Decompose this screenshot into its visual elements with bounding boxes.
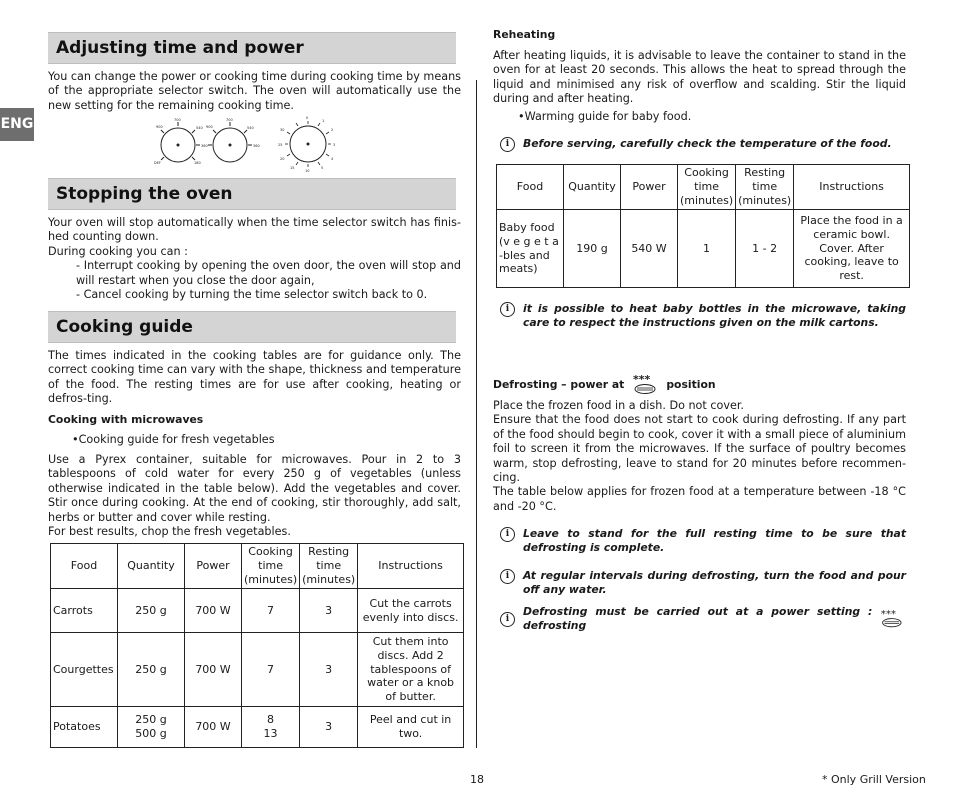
stopping-bullet1: - Interrupt cooking by opening the oven door, the oven will stop and will restart when you close the door again,	[76, 259, 461, 287]
table-cell: 700 W	[185, 633, 242, 707]
table-cell: Peel and cut in two.	[358, 707, 464, 748]
table-cell: Courgettes	[51, 633, 118, 707]
note-text: it is possible to heat baby bottles in the microwave, taking care to respect the instructions given on the milk cartons.	[523, 302, 906, 330]
section-heading-stopping: Stopping the oven	[48, 178, 456, 210]
info-icon: i	[500, 612, 515, 627]
svg-text:540: 540	[196, 126, 203, 130]
note-turn-food	[500, 569, 906, 598]
svg-text:***: ***	[881, 609, 897, 621]
stopping-block	[48, 216, 461, 302]
table-header-row	[51, 544, 464, 589]
svg-text:0: 0	[306, 116, 309, 120]
defrosting-heading	[493, 374, 716, 396]
fresh-vegetables-bullet: •Cooking guide for fresh vegetables	[72, 432, 275, 446]
svg-text:700: 700	[174, 118, 181, 122]
table-cell: Cut them into discs. Add 2 tablespoons of water or a knob of butter.	[358, 633, 464, 707]
table-cell: 250 g	[118, 589, 185, 633]
table-cell: 8 13	[242, 707, 300, 748]
stopping-line2: During cooking you can :	[48, 244, 188, 258]
info-icon: i	[500, 527, 515, 542]
warming-baby-food-bullet: •Warming guide for baby food.	[518, 110, 692, 123]
note-defrost-power	[500, 605, 906, 634]
defrosting-heading-label: Defrosting – power at	[493, 378, 625, 391]
note-check-temperature	[500, 137, 906, 152]
table-cell: Baby food (v e g e t a -bles and meats)	[497, 210, 564, 288]
header-cell: Quantity	[118, 544, 185, 589]
section-heading-adjusting: Adjusting time and power	[48, 32, 456, 64]
cooking-with-microwaves-heading: Cooking with microwaves	[48, 412, 204, 426]
table-cell: Cut the carrots evenly into discs.	[358, 589, 464, 633]
svg-text:900: 900	[156, 125, 163, 129]
stopping-line1: Your oven will stop automatically when the time selector switch has finis-hed counting down.	[48, 216, 461, 244]
note-baby-bottles	[500, 302, 906, 331]
reheating-heading: Reheating	[493, 28, 556, 41]
reheating-text: After heating liquids, it is advisable to leave the container to stand in the oven for at least 20 seconds. This allows the heat to spread through the liquid and minimised any risk of overflow and scalding. Stir the liquid during and after heating.	[493, 49, 906, 106]
svg-text:4: 4	[331, 157, 334, 161]
defrost-p2: Ensure that the food does not start to cook during defrosting. If any part of the food should begin to cook, cover it with a small piece of aluminium foil to screen it from the microwaves. If the surface of poultry becomes warm, stop defrosting, leave to stand for 20 minutes before recommen-cing.	[493, 413, 906, 485]
page-number: 18	[470, 773, 484, 786]
table-cell: 7	[242, 633, 300, 707]
stopping-bullet2: - Cancel cooking by turning the time selector switch back to 0.	[76, 288, 428, 302]
svg-text:900: 900	[206, 125, 213, 129]
table-row	[497, 210, 910, 288]
note-text: At regular intervals during defrosting, turn the food and pour off any water.	[523, 569, 906, 597]
svg-text:360: 360	[201, 144, 208, 148]
header-cell: Food	[497, 165, 564, 210]
table-cell: 3	[300, 707, 358, 748]
svg-text:25: 25	[278, 143, 283, 147]
svg-text:180: 180	[194, 161, 201, 165]
header-cell: Cooking time (minutes)	[242, 544, 300, 589]
svg-text:30: 30	[280, 128, 285, 132]
header-cell: Resting time (minutes)	[736, 165, 794, 210]
svg-text:***: ***	[633, 374, 651, 386]
svg-text:3: 3	[333, 143, 336, 147]
column-divider	[476, 80, 477, 748]
header-cell: Power	[185, 544, 242, 589]
header-cell: Food	[51, 544, 118, 589]
svg-text:DEF: DEF	[154, 161, 161, 165]
cooking-guide-para2: For best results, chop the fresh vegetables.	[48, 525, 291, 539]
header-cell: Power	[621, 165, 678, 210]
section-heading-cooking-guide: Cooking guide	[48, 311, 456, 343]
note-text: Defrosting must be carried out at a power setting : defrosting	[523, 605, 873, 633]
table-row	[51, 589, 464, 633]
table-cell: 700 W	[185, 707, 242, 748]
svg-text:15: 15	[290, 166, 295, 170]
svg-text:700: 700	[226, 118, 233, 122]
header-cell: Cooking time (minutes)	[678, 165, 736, 210]
header-cell: Resting time (minutes)	[300, 544, 358, 589]
selector-dials-illustration	[150, 112, 340, 178]
defrosting-block	[493, 399, 906, 514]
baby-food-table	[496, 164, 910, 288]
cooking-guide-para: Use a Pyrex container, suitable for microwaves. Pour in 2 to 3 tablespoons of cold water for every 250 g of vegetables (unless otherwise indicated in the table below). Add the vegetables and cover. Stir once during cooking. At the end of cooking, stir thoroughly, add salt, herbs or butter and cover while resting.	[48, 453, 461, 524]
table-header-row	[497, 165, 910, 210]
svg-text:20: 20	[280, 157, 285, 161]
info-icon: i	[500, 302, 515, 317]
note-resting-time	[500, 527, 906, 556]
svg-text:540: 540	[247, 126, 254, 130]
table-cell: 700 W	[185, 589, 242, 633]
note-text: Leave to stand for the full resting time to be sure that defrosting is complete.	[523, 527, 906, 555]
table-cell: Carrots	[51, 589, 118, 633]
note-text: Before serving, carefully check the temperature of the food.	[523, 137, 892, 150]
table-cell: 3	[300, 589, 358, 633]
defrost-p3: The table below applies for frozen food at a temperature between -18 °C and -20 °C.	[493, 485, 906, 513]
table-cell: 250 g	[118, 633, 185, 707]
table-cell: 3	[300, 633, 358, 707]
svg-text:2: 2	[331, 128, 334, 132]
table-cell: 1	[678, 210, 736, 288]
table-row	[51, 707, 464, 748]
vegetables-table	[50, 543, 464, 748]
header-cell: Instructions	[794, 165, 910, 210]
footnote-grill: * Only Grill Version	[822, 773, 926, 786]
cooking-guide-intro: The times indicated in the cooking tables are for guidance only. The correct cooking time can vary with the shape, thickness and temperature of the food. The resting times are for use after cooking, heating or defros-ting.	[48, 349, 461, 406]
header-cell: Quantity	[564, 165, 621, 210]
defrosting-heading-suffix: position	[666, 378, 716, 391]
table-cell: 250 g 500 g	[118, 707, 185, 748]
language-tab: ENG	[0, 108, 34, 141]
defrost-p1: Place the frozen food in a dish. Do not cover.	[493, 399, 744, 412]
adjusting-text: You can change the power or cooking time during cooking time by means of the appropriate selector switch. The oven will automatically use the new setting for the remaining cooking time.	[48, 70, 461, 112]
svg-text:360: 360	[253, 144, 260, 148]
header-cell: Instructions	[358, 544, 464, 589]
table-cell: Place the food in a ceramic bowl. Cover. After cooking, leave to rest.	[794, 210, 910, 288]
svg-text:10: 10	[305, 169, 310, 173]
info-icon: i	[500, 137, 515, 152]
table-cell: 1 - 2	[736, 210, 794, 288]
table-cell: 7	[242, 589, 300, 633]
defrost-snowflake-icon	[630, 374, 660, 396]
table-cell: 190 g	[564, 210, 621, 288]
info-icon: i	[500, 569, 515, 584]
defrost-snowflake-icon	[878, 608, 906, 630]
table-cell: Potatoes	[51, 707, 118, 748]
svg-text:5: 5	[321, 166, 324, 170]
cooking-guide-block	[48, 349, 461, 539]
table-cell: 540 W	[621, 210, 678, 288]
table-row	[51, 633, 464, 707]
svg-text:1: 1	[322, 119, 325, 123]
